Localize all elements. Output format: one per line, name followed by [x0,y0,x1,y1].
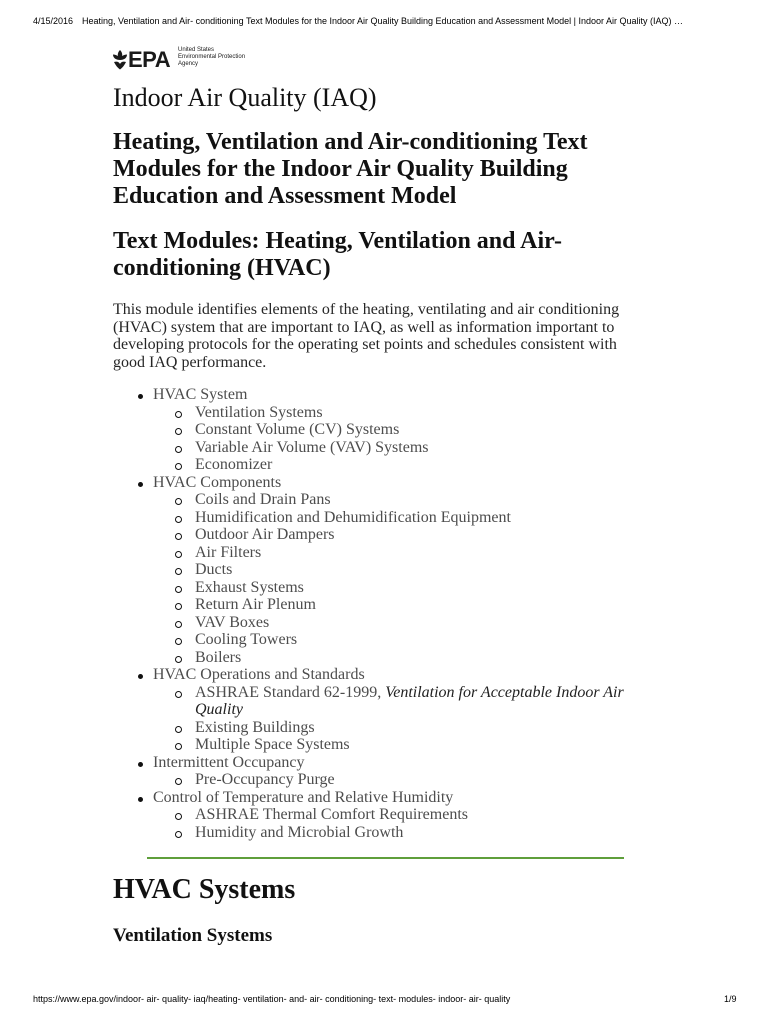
toc-subitem-link[interactable]: Constant Volume (CV) Systems [195,421,400,438]
logo-agency-line: United States [178,47,215,53]
module-contents-list [113,386,643,841]
logo-agency-line: Environmental Protection [178,54,246,60]
toc-item [113,754,643,789]
epa-logo[interactable] [112,45,252,73]
toc-subitem [153,439,643,457]
toc-subitem [153,614,643,632]
toc-subitem [153,771,643,789]
toc-item-link[interactable]: Intermittent Occupancy [153,753,305,771]
module-title: Text Modules: Heating, Ventilation and Air-conditioning (HVAC) [113,228,562,281]
toc-subitem [153,456,643,474]
toc-sublist [153,806,643,841]
toc-subitem-link[interactable]: Variable Air Volume (VAV) Systems [195,438,429,456]
toc-item-link[interactable]: HVAC Components [153,473,282,491]
toc-item-link[interactable]: HVAC System [153,386,248,403]
toc-item-link[interactable]: Control of Temperature and Relative Humidity [153,788,454,806]
toc-item [113,789,643,842]
toc-subitem-link[interactable]: Air Filters [195,543,262,561]
toc-subitem [153,736,643,754]
toc-item-link[interactable]: HVAC Operations and Standards [153,666,365,683]
toc-subitem-link[interactable]: ASHRAE Thermal Comfort Requirements [195,806,468,823]
toc-subitem [153,526,643,544]
toc-subitem [153,579,643,597]
toc-item [113,666,643,754]
toc-subitem [153,509,643,527]
print-url: https://www.epa.gov/indoor- air- quality- iaq/heating- ventilation- and- air- conditioning- text- modules- indoor- air- quality [33,994,511,1004]
toc-subitem-link[interactable]: Multiple Space Systems [195,736,350,753]
page-title: Heating, Ventilation and Air-conditioning Text Modules for the Indoor Air Quality Building Education and Assessment Model [113,129,588,209]
toc-subitem [153,561,643,579]
toc-subitem [153,544,643,562]
logo-agency-line: Agency [178,61,199,67]
toc-subitem [153,806,643,824]
toc-subitem [153,596,643,614]
toc-subitem [153,649,643,667]
toc-subitem-link[interactable]: ASHRAE Standard 62-1999, [195,683,382,701]
toc-subitem-link[interactable]: Ventilation Systems [195,403,323,421]
site-section-title: Indoor Air Quality (IAQ) [113,83,377,112]
toc-item [113,386,643,474]
epa-flower-icon [112,49,128,70]
toc-subitem [153,491,643,509]
toc-subitem-link[interactable]: Humidity and Microbial Growth [195,823,404,841]
toc-subitem-link[interactable]: Boilers [195,648,242,666]
toc-subitem-link[interactable]: Ducts [195,561,233,578]
print-date: 4/15/2016 [33,16,74,26]
toc-sublist [153,771,643,789]
toc-subitem-link[interactable]: Exhaust Systems [195,578,304,596]
toc-subitem [153,404,643,422]
intro-paragraph: This module identifies elements of the heating, ventilating and air conditioning (HVAC) system that are important to IAQ, as well as information important to developing protocols for the operating set points and schedules consistent with good IAQ performance. [113,301,620,371]
section-heading: HVAC Systems [113,874,296,905]
toc-item [113,474,643,667]
toc-subitem [153,824,643,842]
toc-subitem-link[interactable]: Humidification and Dehumidification Equipment [195,508,511,526]
toc-subitem [153,684,643,719]
subsection-heading: Ventilation Systems [113,925,273,946]
toc-subitem [153,631,643,649]
logo-agency-name [178,47,245,68]
section-divider [147,857,624,859]
toc-subitem-link[interactable]: Economizer [195,456,273,473]
toc-subitem-link[interactable]: Cooling Towers [195,631,298,648]
toc-subitem-link[interactable]: VAV Boxes [195,613,270,631]
toc-sublist [153,684,643,754]
toc-subitem [153,719,643,737]
toc-subitem-link[interactable]: Existing Buildings [195,718,315,736]
print-page-title: Heating, Ventilation and Air- conditioning Text Modules for the Indoor Air Quality Building Education and Assessment Model | Indoor Air Quality (IAQ) … [82,16,683,26]
toc-sublist [153,491,643,666]
toc-subitem-link[interactable]: Pre-Occupancy Purge [195,771,335,788]
toc-subitem-link[interactable]: Return Air Plenum [195,596,316,613]
toc-subitem-link[interactable]: Coils and Drain Pans [195,491,331,508]
toc-sublist [153,404,643,474]
logo-wordmark: EPA [128,47,171,72]
toc-subitem-link[interactable]: Outdoor Air Dampers [195,526,335,543]
toc-subitem [153,421,643,439]
page-number: 1/9 [724,994,737,1004]
standard-title: Ventilation for Acceptable Indoor Air Quality [195,683,624,718]
